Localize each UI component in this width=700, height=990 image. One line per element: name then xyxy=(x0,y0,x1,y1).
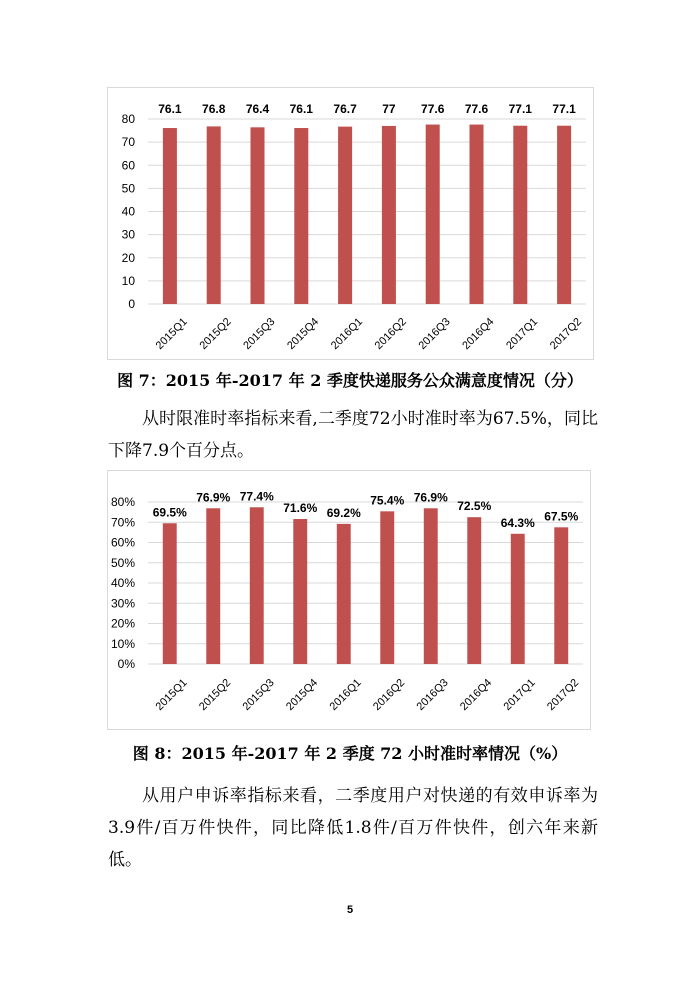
y-tick-label: 50 xyxy=(121,181,135,196)
data-label: 76.4 xyxy=(245,102,270,116)
bar xyxy=(380,511,394,664)
x-tick-label: 2016Q2 xyxy=(372,315,409,352)
x-tick-label: 2016Q4 xyxy=(458,676,495,713)
data-label: 77.6 xyxy=(464,102,489,116)
x-tick-label: 2015Q3 xyxy=(240,676,277,713)
bar xyxy=(207,126,221,304)
bar xyxy=(382,126,396,304)
data-label: 76.1 xyxy=(289,102,313,116)
x-tick-label: 2016Q4 xyxy=(460,315,497,352)
bar xyxy=(206,508,220,664)
bar xyxy=(513,126,527,304)
y-tick-label: 40% xyxy=(110,576,135,590)
y-tick-label: 10 xyxy=(121,273,135,288)
data-label: 76.9% xyxy=(196,490,231,505)
data-label: 77 xyxy=(382,102,396,116)
bar xyxy=(557,126,571,304)
data-label: 77.1 xyxy=(508,102,532,116)
bar xyxy=(467,517,481,664)
x-tick-label: 2015Q2 xyxy=(197,676,234,713)
data-label: 76.1 xyxy=(158,102,182,116)
bar xyxy=(554,527,568,664)
bar xyxy=(163,523,177,664)
bar xyxy=(293,519,307,664)
data-label: 72.5% xyxy=(457,499,492,514)
x-tick-label: 2017Q1 xyxy=(504,315,541,352)
bar xyxy=(337,524,351,664)
y-tick-label: 50% xyxy=(110,555,135,570)
satisfaction-chart-svg xyxy=(108,88,593,359)
on-time-rate-chart-svg xyxy=(108,471,590,729)
data-label: 76.8 xyxy=(202,102,226,116)
y-tick-label: 0 xyxy=(128,297,135,311)
x-tick-label: 2015Q4 xyxy=(284,676,321,713)
data-label: 77.6 xyxy=(421,102,445,116)
data-label: 64.3% xyxy=(500,515,535,530)
data-label: 76.7 xyxy=(333,102,357,116)
y-tick-label: 0% xyxy=(117,657,135,671)
y-tick-label: 10% xyxy=(110,636,135,651)
x-tick-label: 2016Q3 xyxy=(414,676,451,713)
y-tick-label: 70 xyxy=(121,135,135,150)
x-tick-label: 2017Q2 xyxy=(545,676,582,713)
figure-8-caption: 图 8：2015 年-2017 年 2 季度 72 小时准时率情况（%） xyxy=(132,744,568,763)
x-tick-label: 2015Q3 xyxy=(241,315,278,352)
bar xyxy=(469,125,483,304)
x-tick-label: 2016Q1 xyxy=(327,676,364,713)
y-tick-label: 40 xyxy=(121,204,135,219)
paragraph-complaint-rate xyxy=(108,780,598,876)
satisfaction-chart xyxy=(107,87,594,360)
paragraph-text: 从时限准时率指标来看,二季度72小时准时率为67.5%，同比下降7.9个百分点。 xyxy=(108,409,598,461)
y-tick-label: 70% xyxy=(110,515,135,530)
data-label: 69.5% xyxy=(152,505,187,520)
y-tick-label: 20 xyxy=(121,250,135,265)
bar xyxy=(338,127,352,304)
y-tick-label: 20% xyxy=(110,616,135,631)
x-tick-label: 2015Q1 xyxy=(153,676,190,713)
figure-7-caption: 图 7：2015 年-2017 年 2 季度快递服务公众满意度情况（分） xyxy=(117,371,583,390)
x-tick-label: 2015Q1 xyxy=(153,315,190,352)
data-label: 75.4% xyxy=(370,493,405,508)
paragraph-text: 从用户申诉率指标来看，二季度用户对快递的有效申诉率为3.9件/百万件快件，同比降低1.8件/百万件快件，创六年来新低。 xyxy=(108,786,598,870)
paragraph-on-time-rate xyxy=(108,403,598,467)
bar xyxy=(424,508,438,664)
y-tick-label: 80 xyxy=(121,112,135,126)
data-label: 77.4% xyxy=(239,489,274,504)
x-tick-label: 2017Q1 xyxy=(501,676,538,713)
bar xyxy=(294,128,308,304)
x-tick-label: 2015Q4 xyxy=(285,315,322,352)
data-label: 67.5% xyxy=(544,509,579,524)
page-number: 5 xyxy=(346,904,354,916)
data-label: 71.6% xyxy=(283,501,318,516)
y-tick-label: 60 xyxy=(121,158,135,173)
y-tick-label: 80% xyxy=(110,495,135,509)
y-tick-label: 30% xyxy=(110,596,135,611)
bar xyxy=(163,128,177,304)
y-tick-label: 30 xyxy=(121,227,135,242)
bar xyxy=(250,507,264,664)
bar xyxy=(511,534,525,664)
x-tick-label: 2016Q1 xyxy=(328,315,366,352)
x-tick-label: 2016Q2 xyxy=(371,676,408,713)
data-label: 77.1 xyxy=(552,102,576,116)
bar xyxy=(426,125,440,304)
data-label: 69.2% xyxy=(326,505,361,520)
bar xyxy=(250,127,264,304)
x-tick-label: 2017Q2 xyxy=(547,315,585,352)
data-label: 76.9% xyxy=(413,490,448,505)
x-tick-label: 2016Q3 xyxy=(416,315,453,352)
x-tick-label: 2015Q2 xyxy=(197,315,234,352)
y-tick-label: 60% xyxy=(110,535,135,550)
on-time-rate-chart xyxy=(107,470,591,730)
